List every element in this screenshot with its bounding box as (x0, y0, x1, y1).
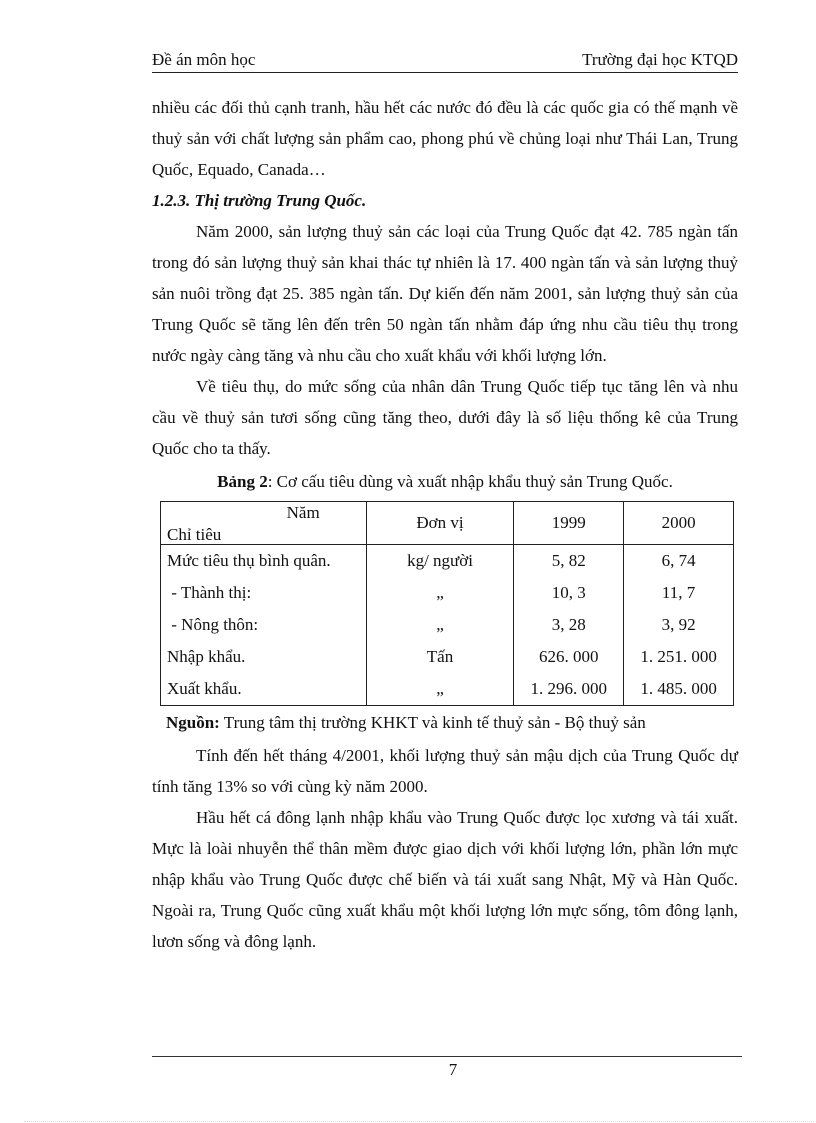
row-value-1999: 10, 3 (514, 577, 624, 609)
table-header-row (161, 502, 734, 545)
row-unit: Tấn (366, 641, 514, 673)
row-unit: „ (366, 609, 514, 641)
paragraph-2: Năm 2000, sản lượng thuỷ sản các loại của Trung Quốc đạt 42. 785 ngàn tấn trong đó sản lượng thuỷ sản khai thác tự nhiên là 17. 400 ngàn tấn và sản lượng thuỷ sản nuôi trồng đạt 25. 385 ngàn tấn. Dự kiến đến năm 2001, sản lượng thuỷ sản của Trung Quốc sẽ tăng lên đến trên 50 ngàn tấn nhằm đáp ứng nhu cầu tiêu thụ trong nước ngày càng tăng và nhu cầu cho xuất khẩu với khối lượng lớn. (152, 222, 738, 365)
header-university: Trường đại học KTQD (582, 50, 738, 69)
row-unit: „ (366, 577, 514, 609)
header-year-2000: 2000 (624, 502, 734, 545)
header-unit: Đơn vị (366, 502, 514, 545)
paragraph-4: Tính đến hết tháng 4/2001, khối lượng thuỷ sản mậu dịch của Trung Quốc dự tính tăng 13% so với cùng kỳ năm 2000. (152, 746, 738, 796)
row-unit: kg/ người (366, 545, 514, 578)
paragraph-3: Về tiêu thụ, do mức sống của nhân dân Trung Quốc tiếp tục tăng lên và nhu cầu về thuỷ sản tươi sống cũng tăng theo, dưới đây là số liệu thống kê của Trung Quốc cho ta thấy. (152, 377, 738, 458)
row-value-1999: 5, 82 (514, 545, 624, 578)
table-caption (152, 466, 738, 497)
table-row (161, 577, 734, 609)
row-unit: „ (366, 673, 514, 706)
table-caption-text: : Cơ cấu tiêu dùng và xuất nhập khẩu thuỷ sản Trung Quốc. (267, 472, 673, 491)
row-value-2000: 6, 74 (624, 545, 734, 578)
header-year-1999: 1999 (514, 502, 624, 545)
row-value-1999: 3, 28 (514, 609, 624, 641)
row-value-1999: 626. 000 (514, 641, 624, 673)
consumption-table (160, 501, 734, 706)
section-heading: 1.2.3. Thị trường Trung Quốc. (152, 191, 367, 210)
row-value-2000: 1. 251. 000 (624, 641, 734, 673)
header-cell-diagonal (161, 502, 367, 545)
row-indicator: Mức tiêu thụ bình quân. (161, 545, 367, 578)
page-number: 7 (448, 1060, 458, 1079)
header-indicator-label: Chỉ tiêu (167, 525, 222, 544)
table-source (166, 710, 738, 736)
row-indicator: - Nông thôn: (161, 609, 367, 641)
row-value-1999: 1. 296. 000 (514, 673, 624, 706)
page-bottom-border (24, 1121, 814, 1122)
row-value-2000: 3, 92 (624, 609, 734, 641)
row-indicator: Xuất khẩu. (161, 673, 367, 706)
header-course-title: Đề án môn học (152, 50, 256, 69)
row-value-2000: 11, 7 (624, 577, 734, 609)
table-row (161, 641, 734, 673)
row-indicator: Nhập khẩu. (161, 641, 367, 673)
page-content (152, 92, 738, 957)
header-year-label: Năm (286, 503, 320, 522)
paragraph-1: nhiều các đối thủ cạnh tranh, hầu hết các nước đó đều là các quốc gia có thế mạnh về thuỷ sản với chất lượng sản phẩm cao, phong phú về chủng loại như Thái Lan, Trung Quốc, Equado, Canada… (152, 98, 738, 179)
table-row (161, 609, 734, 641)
table-caption-label: Bảng 2 (217, 472, 268, 491)
row-value-2000: 1. 485. 000 (624, 673, 734, 706)
footer-divider (152, 1056, 742, 1057)
source-text: Trung tâm thị trường KHKT và kinh tế thuỷ sản - Bộ thuỷ sản (219, 713, 646, 732)
table-row (161, 673, 734, 706)
paragraph-5: Hầu hết cá đông lạnh nhập khẩu vào Trung Quốc được lọc xương và tái xuất. Mực là loài nhuyễn thể thân mềm được giao dịch với khối lượng lớn, phần lớn mực nhập khẩu vào Trung Quốc được chế biến và tái xuất sang Nhật, Mỹ và Hàn Quốc. Ngoài ra, Trung Quốc cũng xuất khẩu một khối lượng lớn mực sống, tôm đông lạnh, lươn sống và đông lạnh. (152, 808, 738, 951)
row-indicator: - Thành thị: (161, 577, 367, 609)
table-row (161, 545, 734, 578)
source-label: Nguồn: (166, 713, 220, 732)
page-header (152, 44, 738, 73)
